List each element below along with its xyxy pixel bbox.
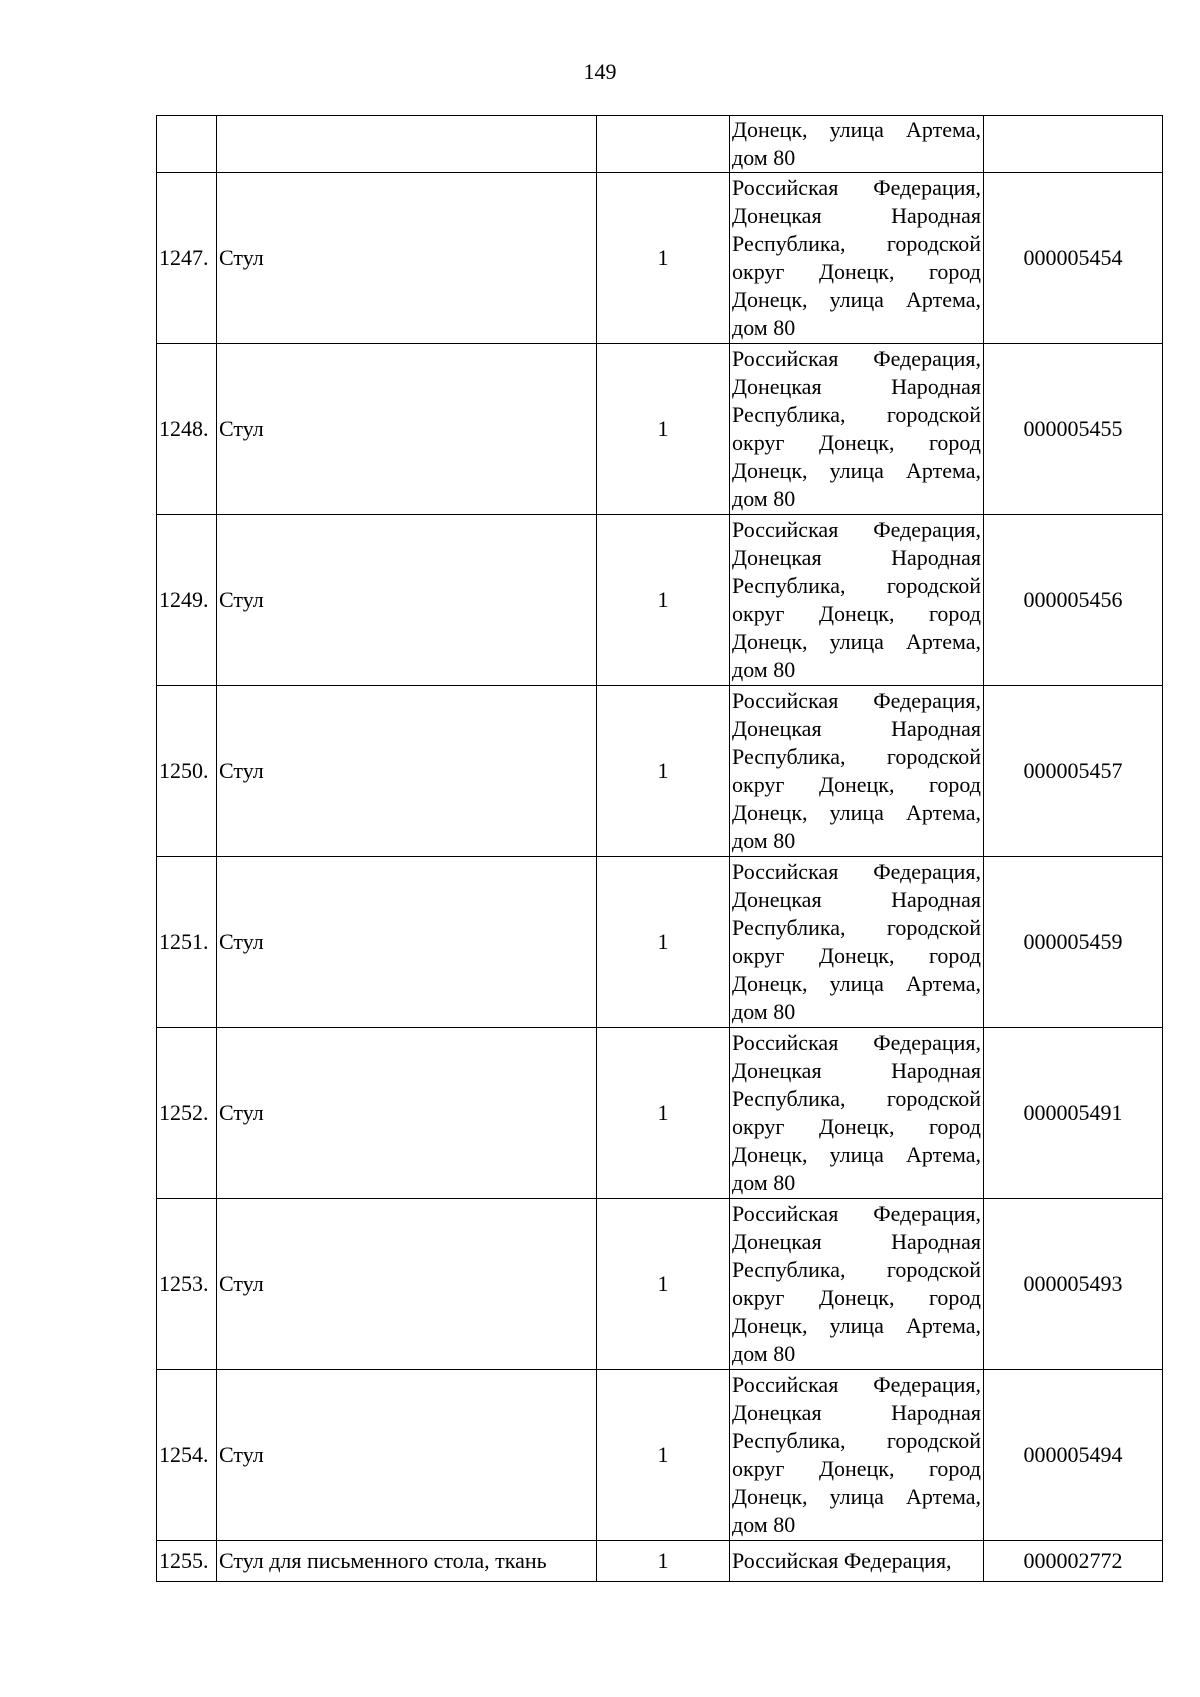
page-number: 149: [583, 59, 617, 84]
item-name: Стул: [217, 857, 597, 1028]
item-inventory-code: 000005454: [984, 173, 1163, 344]
item-name: Стул: [217, 515, 597, 686]
item-address: Российская Федерация, Донецкая Народная Республика, городской округ Донецк, город Донецк, улица Артема, дом 80: [730, 1199, 984, 1370]
item-address: Российская Федерация, Донецкая Народная Республика, городской округ Донецк, город Донецк, улица Артема, дом 80: [730, 173, 984, 344]
item-address: Российская Федерация, Донецкая Народная Республика, городской округ Донецк, город Донецк, улица Артема, дом 80: [730, 857, 984, 1028]
item-address: Российская Федерация, Донецкая Народная Республика, городской округ Донецк, город Донецк, улица Артема, дом 80: [730, 515, 984, 686]
item-inventory-code: 000002772: [984, 1541, 1163, 1582]
item-quantity: 1: [597, 173, 730, 344]
property-registry-table: [156, 115, 1163, 1582]
item-quantity: 1: [597, 857, 730, 1028]
item-name: Стул: [217, 344, 597, 515]
item-inventory-code: 000005459: [984, 857, 1163, 1028]
item-name: Стул: [217, 1370, 597, 1541]
item-number: 1253.: [157, 1199, 217, 1370]
table-row: [157, 173, 1163, 344]
item-number: 1251.: [157, 857, 217, 1028]
item-quantity: [597, 116, 730, 173]
item-quantity: 1: [597, 1199, 730, 1370]
item-quantity: 1: [597, 1370, 730, 1541]
item-quantity: 1: [597, 344, 730, 515]
item-address: Российская Федерация, Донецкая Народная Республика, городской округ Донецк, город Донецк, улица Артема, дом 80: [730, 344, 984, 515]
item-quantity: 1: [597, 1541, 730, 1582]
item-inventory-code: 000005491: [984, 1028, 1163, 1199]
table-row: [157, 515, 1163, 686]
table-row: [157, 1541, 1163, 1582]
item-inventory-code: 000005493: [984, 1199, 1163, 1370]
item-inventory-code: 000005456: [984, 515, 1163, 686]
table-row: [157, 857, 1163, 1028]
item-address: Российская Федерация,: [730, 1541, 984, 1582]
table-row: [157, 344, 1163, 515]
item-name: Стул: [217, 1028, 597, 1199]
item-number: 1248.: [157, 344, 217, 515]
item-quantity: 1: [597, 515, 730, 686]
item-address: Российская Федерация, Донецкая Народная Республика, городской округ Донецк, город Донецк, улица Артема, дом 80: [730, 1370, 984, 1541]
item-number: 1252.: [157, 1028, 217, 1199]
table-row: [157, 1028, 1163, 1199]
item-address: Российская Федерация, Донецкая Народная Республика, городской округ Донецк, город Донецк, улица Артема, дом 80: [730, 686, 984, 857]
item-number: [157, 116, 217, 173]
item-number: 1247.: [157, 173, 217, 344]
table-row: [157, 116, 1163, 173]
table-row: [157, 1199, 1163, 1370]
item-number: 1250.: [157, 686, 217, 857]
item-address: Российская Федерация, Донецкая Народная Республика, городской округ Донецк, город Донецк, улица Артема, дом 80: [730, 1028, 984, 1199]
item-name: Стул: [217, 686, 597, 857]
item-number: 1254.: [157, 1370, 217, 1541]
item-inventory-code: 000005455: [984, 344, 1163, 515]
item-number: 1255.: [157, 1541, 217, 1582]
item-quantity: 1: [597, 1028, 730, 1199]
item-inventory-code: 000005457: [984, 686, 1163, 857]
item-inventory-code: [984, 116, 1163, 173]
item-number: 1249.: [157, 515, 217, 686]
table-row: [157, 686, 1163, 857]
item-quantity: 1: [597, 686, 730, 857]
item-address: Донецк, улица Артема, дом 80: [730, 116, 984, 173]
item-inventory-code: 000005494: [984, 1370, 1163, 1541]
item-name: Стул: [217, 173, 597, 344]
item-name: [217, 116, 597, 173]
item-name: Стул: [217, 1199, 597, 1370]
table-row: [157, 1370, 1163, 1541]
item-name: Стул для письменного стола, ткань: [217, 1541, 597, 1582]
